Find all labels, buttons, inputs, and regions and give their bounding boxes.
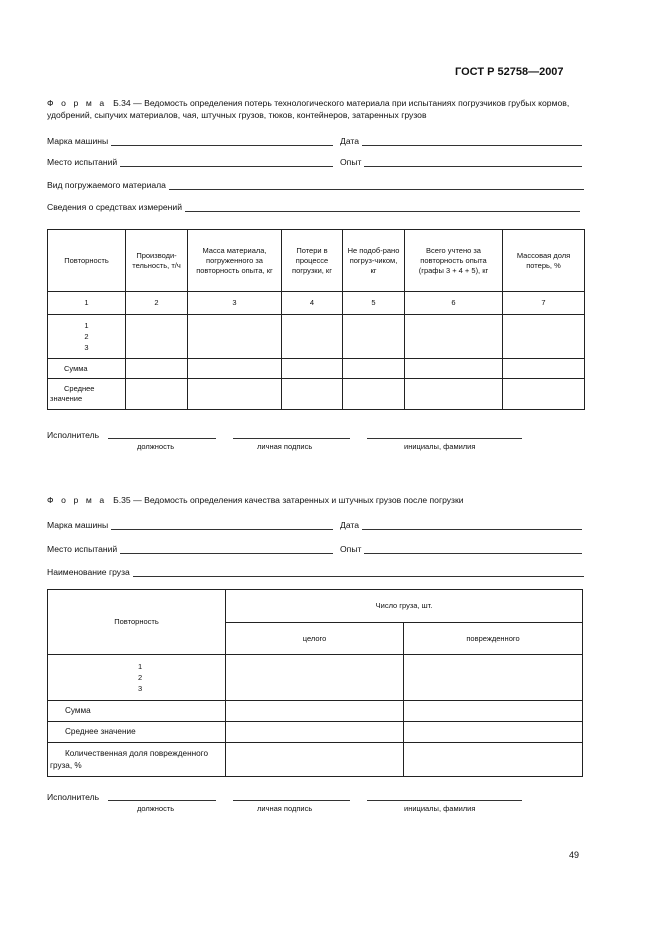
form34-repeat-2: 2 (84, 332, 89, 341)
form34-cell[interactable] (503, 379, 585, 410)
form34-cell[interactable] (188, 359, 282, 379)
form35-machine-label: Марка машины (47, 520, 109, 530)
form34-cell[interactable] (282, 359, 343, 379)
form34-col-share: Массовая доля потерь, % (503, 230, 585, 292)
form34-repeat-1: 1 (84, 321, 89, 330)
form34-table (47, 229, 585, 410)
form34-repeats-row (48, 315, 585, 359)
form34-date-field (340, 134, 582, 146)
form35-number: Б.35 (113, 495, 131, 505)
form34-position-line[interactable] (108, 438, 216, 439)
form34-sign-caption: личная подпись (257, 442, 313, 451)
form34-material-line[interactable] (169, 181, 584, 190)
form35-col-repeat: Повторность (48, 590, 226, 655)
form35-cargo-line[interactable] (133, 568, 584, 577)
form35-machine-field (47, 518, 333, 530)
form34-cell[interactable] (503, 315, 585, 359)
form34-sum-row (48, 359, 585, 379)
form35-forma-word: Ф о р м а (47, 495, 107, 505)
form34-name-line[interactable] (367, 438, 522, 439)
form35-cell[interactable] (404, 701, 583, 722)
form34-cell[interactable] (343, 379, 405, 410)
page-number: 49 (568, 850, 579, 860)
form34-trial-field (340, 155, 582, 167)
form34-sum-label: Сумма (48, 359, 126, 379)
form34-num-3: 3 (188, 292, 282, 315)
form34-col-repeat: Повторность (48, 230, 126, 292)
form34-machine-label: Марка машины (47, 136, 109, 146)
form35-header-row (48, 590, 583, 623)
form35-date-line[interactable] (362, 521, 582, 530)
form35-cell[interactable] (226, 743, 404, 777)
form34-num-6: 6 (405, 292, 503, 315)
form34-cell[interactable] (503, 359, 585, 379)
form35-col-count: Число груза, шт. (226, 590, 583, 623)
form34-repeats-cell (48, 315, 126, 359)
form35-cargo-field (47, 565, 584, 577)
form35-col-damaged: поврежденного (404, 623, 583, 655)
form34-col-productivity: Производи-тельность, т/ч (126, 230, 188, 292)
form34-cell[interactable] (126, 379, 188, 410)
form35-mean-row (48, 722, 583, 743)
form34-col-not-picked: Не подоб-рано погруз-чиком, кг (343, 230, 405, 292)
form34-date-label: Дата (340, 136, 360, 146)
form34-place-field (47, 155, 333, 167)
form35-sign-line[interactable] (233, 800, 350, 801)
form34-col-losses: Потери в процессе погрузки, кг (282, 230, 343, 292)
form35-mean-label: Среднее значение (48, 722, 226, 743)
form35-share-label: Количественная доля поврежденного груза, % (48, 743, 226, 777)
form34-col-mass: Масса материала, погруженного за повторность опыта, кг (188, 230, 282, 292)
form35-share-row (48, 743, 583, 777)
form34-header-row (48, 230, 585, 292)
form35-table (47, 589, 583, 777)
form34-cell[interactable] (343, 359, 405, 379)
form35-cell[interactable] (404, 655, 583, 701)
form35-repeats-cell: 1 2 3 (48, 655, 226, 701)
form34-cell[interactable] (282, 315, 343, 359)
form35-cell[interactable] (404, 722, 583, 743)
form35-machine-line[interactable] (111, 521, 333, 530)
form34-forma-word: Ф о р м а (47, 98, 107, 108)
form34-name-caption: инициалы, фамилия (404, 442, 476, 451)
form34-instruments-line[interactable] (185, 203, 580, 212)
form34-num-1: 1 (48, 292, 126, 315)
form35-place-label: Место испытаний (47, 544, 118, 554)
form34-cell[interactable] (405, 359, 503, 379)
form34-mean-label: Среднее значение (48, 379, 126, 410)
form34-col-total: Всего учтено за повторность опыта (графы 3 + 4 + 5), кг (405, 230, 503, 292)
form35-trial-field (340, 542, 582, 554)
form34-sign-line[interactable] (233, 438, 350, 439)
form35-place-field (47, 542, 333, 554)
form34-machine-field (47, 134, 333, 146)
form34-instruments-label: Сведения о средствах измерений (47, 202, 182, 212)
form34-material-label: Вид погружаемого материала (47, 180, 166, 190)
form35-cargo-label: Наименование груза (47, 567, 130, 577)
form34-cell[interactable] (126, 315, 188, 359)
form34-place-line[interactable] (120, 158, 333, 167)
form34-instruments-field (47, 200, 580, 212)
form35-date-field (340, 518, 582, 530)
form34-mean-row (48, 379, 585, 410)
form35-place-line[interactable] (120, 545, 333, 554)
form35-name-line[interactable] (367, 800, 522, 801)
form35-repeats-row (48, 655, 583, 701)
form34-num-2: 2 (126, 292, 188, 315)
form35-sign-caption: личная подпись (257, 804, 313, 813)
form35-trial-line[interactable] (364, 545, 582, 554)
form35-cell[interactable] (404, 743, 583, 777)
form34-cell[interactable] (405, 379, 503, 410)
form34-repeat-3: 3 (84, 343, 89, 352)
form34-machine-line[interactable] (111, 137, 333, 146)
form35-sum-row (48, 701, 583, 722)
form34-cell[interactable] (405, 315, 503, 359)
form34-executor-label: Исполнитель (47, 430, 100, 440)
form34-cell[interactable] (188, 379, 282, 410)
form34-position-caption: должность (137, 442, 175, 451)
form35-sum-label: Сумма (48, 701, 226, 722)
form34-title: — Ведомость определения потерь технологического материала при испытаниях погрузчиков грубых кормов, удобрений, сыпучих материалов, чая, штучных грузов, тюков, контейнеров, затаренных грузов (47, 98, 570, 120)
form35-name-caption: инициалы, фамилия (404, 804, 476, 813)
form34-num-7: 7 (503, 292, 585, 315)
form34-cell[interactable] (282, 379, 343, 410)
form34-date-line[interactable] (362, 137, 582, 146)
form34-number-row (48, 292, 585, 315)
form34-place-label: Место испытаний (47, 157, 118, 167)
form35-col-whole: целого (226, 623, 404, 655)
form35-position-line[interactable] (108, 800, 216, 801)
form34-cell[interactable] (126, 359, 188, 379)
form35-trial-label: Опыт (340, 544, 362, 554)
form35-cell[interactable] (226, 722, 404, 743)
form34-num-5: 5 (343, 292, 405, 315)
form34-trial-label: Опыт (340, 157, 362, 167)
form34-number: Б.34 (113, 98, 131, 108)
form35-date-label: Дата (340, 520, 360, 530)
form35-cell[interactable] (226, 655, 404, 701)
standard-header: ГОСТ Р 52758—2007 (455, 66, 564, 78)
form34-cell[interactable] (188, 315, 282, 359)
form34-cell[interactable] (343, 315, 405, 359)
form34-num-4: 4 (282, 292, 343, 315)
form34-trial-line[interactable] (364, 158, 582, 167)
form35-title-block (47, 494, 592, 506)
form34-title-block (47, 97, 592, 121)
form35-cell[interactable] (226, 701, 404, 722)
form34-material-field (47, 178, 584, 190)
form35-position-caption: должность (137, 804, 175, 813)
form35-title: — Ведомость определения качества затаренных и штучных грузов после погрузки (133, 495, 464, 505)
form35-executor-label: Исполнитель (47, 792, 100, 802)
